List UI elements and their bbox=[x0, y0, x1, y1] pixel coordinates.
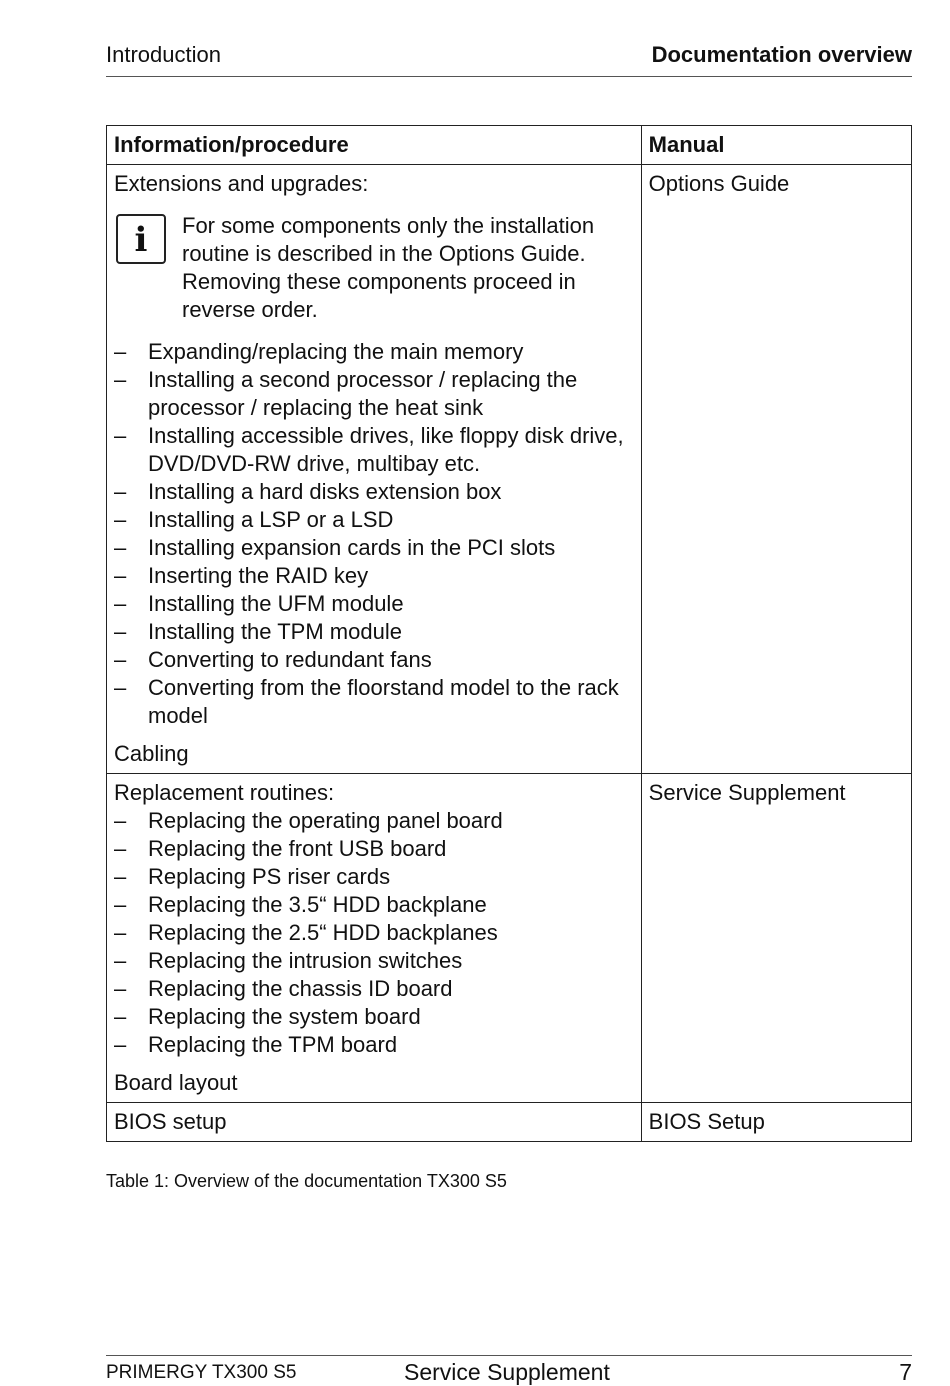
list-item: – Replacing the system board bbox=[114, 1003, 635, 1031]
list-item: – Installing a hard disks extension box bbox=[114, 478, 635, 506]
list-item: – Expanding/replacing the main memory bbox=[114, 338, 635, 366]
list-item: – Installing a second processor / replacing the processor / replacing the heat sink bbox=[114, 366, 635, 422]
page-header bbox=[106, 42, 912, 77]
row-intro: Replacement routines: bbox=[114, 780, 335, 805]
footer-document: Service Supplement bbox=[404, 1359, 610, 1385]
page-number: 7 bbox=[899, 1359, 912, 1385]
manual-cell: Service Supplement bbox=[641, 774, 911, 1103]
list-item: – Replacing PS riser cards bbox=[114, 863, 635, 891]
table-header-row bbox=[107, 126, 912, 165]
list-item: – Converting to redundant fans bbox=[114, 646, 635, 674]
list-item: – Installing expansion cards in the PCI slots bbox=[114, 534, 635, 562]
row-intro: Extensions and upgrades: bbox=[114, 171, 369, 196]
column-header-manual: Manual bbox=[641, 126, 911, 165]
documentation-table bbox=[106, 125, 912, 1142]
manual-cell: BIOS Setup bbox=[641, 1103, 911, 1142]
table-row bbox=[107, 774, 912, 1103]
list-item: – Replacing the intrusion switches bbox=[114, 947, 635, 975]
list-item: – Replacing the TPM board bbox=[114, 1031, 635, 1059]
list-item: – Installing a LSP or a LSD bbox=[114, 506, 635, 534]
page-footer bbox=[106, 1355, 912, 1386]
info-note bbox=[116, 212, 635, 324]
list-item: – Replacing the chassis ID board bbox=[114, 975, 635, 1003]
section-name: Introduction bbox=[106, 42, 221, 67]
list-item: – Inserting the RAID key bbox=[114, 562, 635, 590]
procedure-list bbox=[114, 338, 635, 730]
row-trailer: Cabling bbox=[114, 741, 189, 766]
list-item: – Replacing the front USB board bbox=[114, 835, 635, 863]
info-icon: i bbox=[116, 214, 166, 264]
list-item: – Replacing the 2.5“ HDD backplanes bbox=[114, 919, 635, 947]
list-item: – Installing accessible drives, like floppy disk drive, DVD/DVD-RW drive, multibay etc. bbox=[114, 422, 635, 478]
list-item: – Replacing the 3.5“ HDD backplane bbox=[114, 891, 635, 919]
note-text: For some components only the installation routine is described in the Options Guide. Removing these components proceed in reverse order. bbox=[182, 213, 595, 322]
table-row bbox=[107, 1103, 912, 1142]
list-item: – Installing the TPM module bbox=[114, 618, 635, 646]
list-item: – Installing the UFM module bbox=[114, 590, 635, 618]
page-title: Documentation overview bbox=[651, 42, 912, 67]
procedure-list bbox=[114, 807, 635, 1059]
column-header-procedure: Information/procedure bbox=[107, 126, 642, 165]
table-row bbox=[107, 165, 912, 774]
procedure-cell: BIOS setup bbox=[107, 1103, 642, 1142]
footer-product: PRIMERGY TX300 S5 bbox=[106, 1362, 297, 1383]
manual-cell: Options Guide bbox=[641, 165, 911, 774]
list-item: – Replacing the operating panel board bbox=[114, 807, 635, 835]
procedure-cell bbox=[107, 774, 642, 1103]
row-trailer: Board layout bbox=[114, 1070, 238, 1095]
procedure-cell bbox=[107, 165, 642, 774]
table-caption: Table 1: Overview of the documentation TX300 S5 bbox=[106, 1171, 507, 1191]
list-item: – Converting from the floorstand model to the rack model bbox=[114, 674, 635, 730]
